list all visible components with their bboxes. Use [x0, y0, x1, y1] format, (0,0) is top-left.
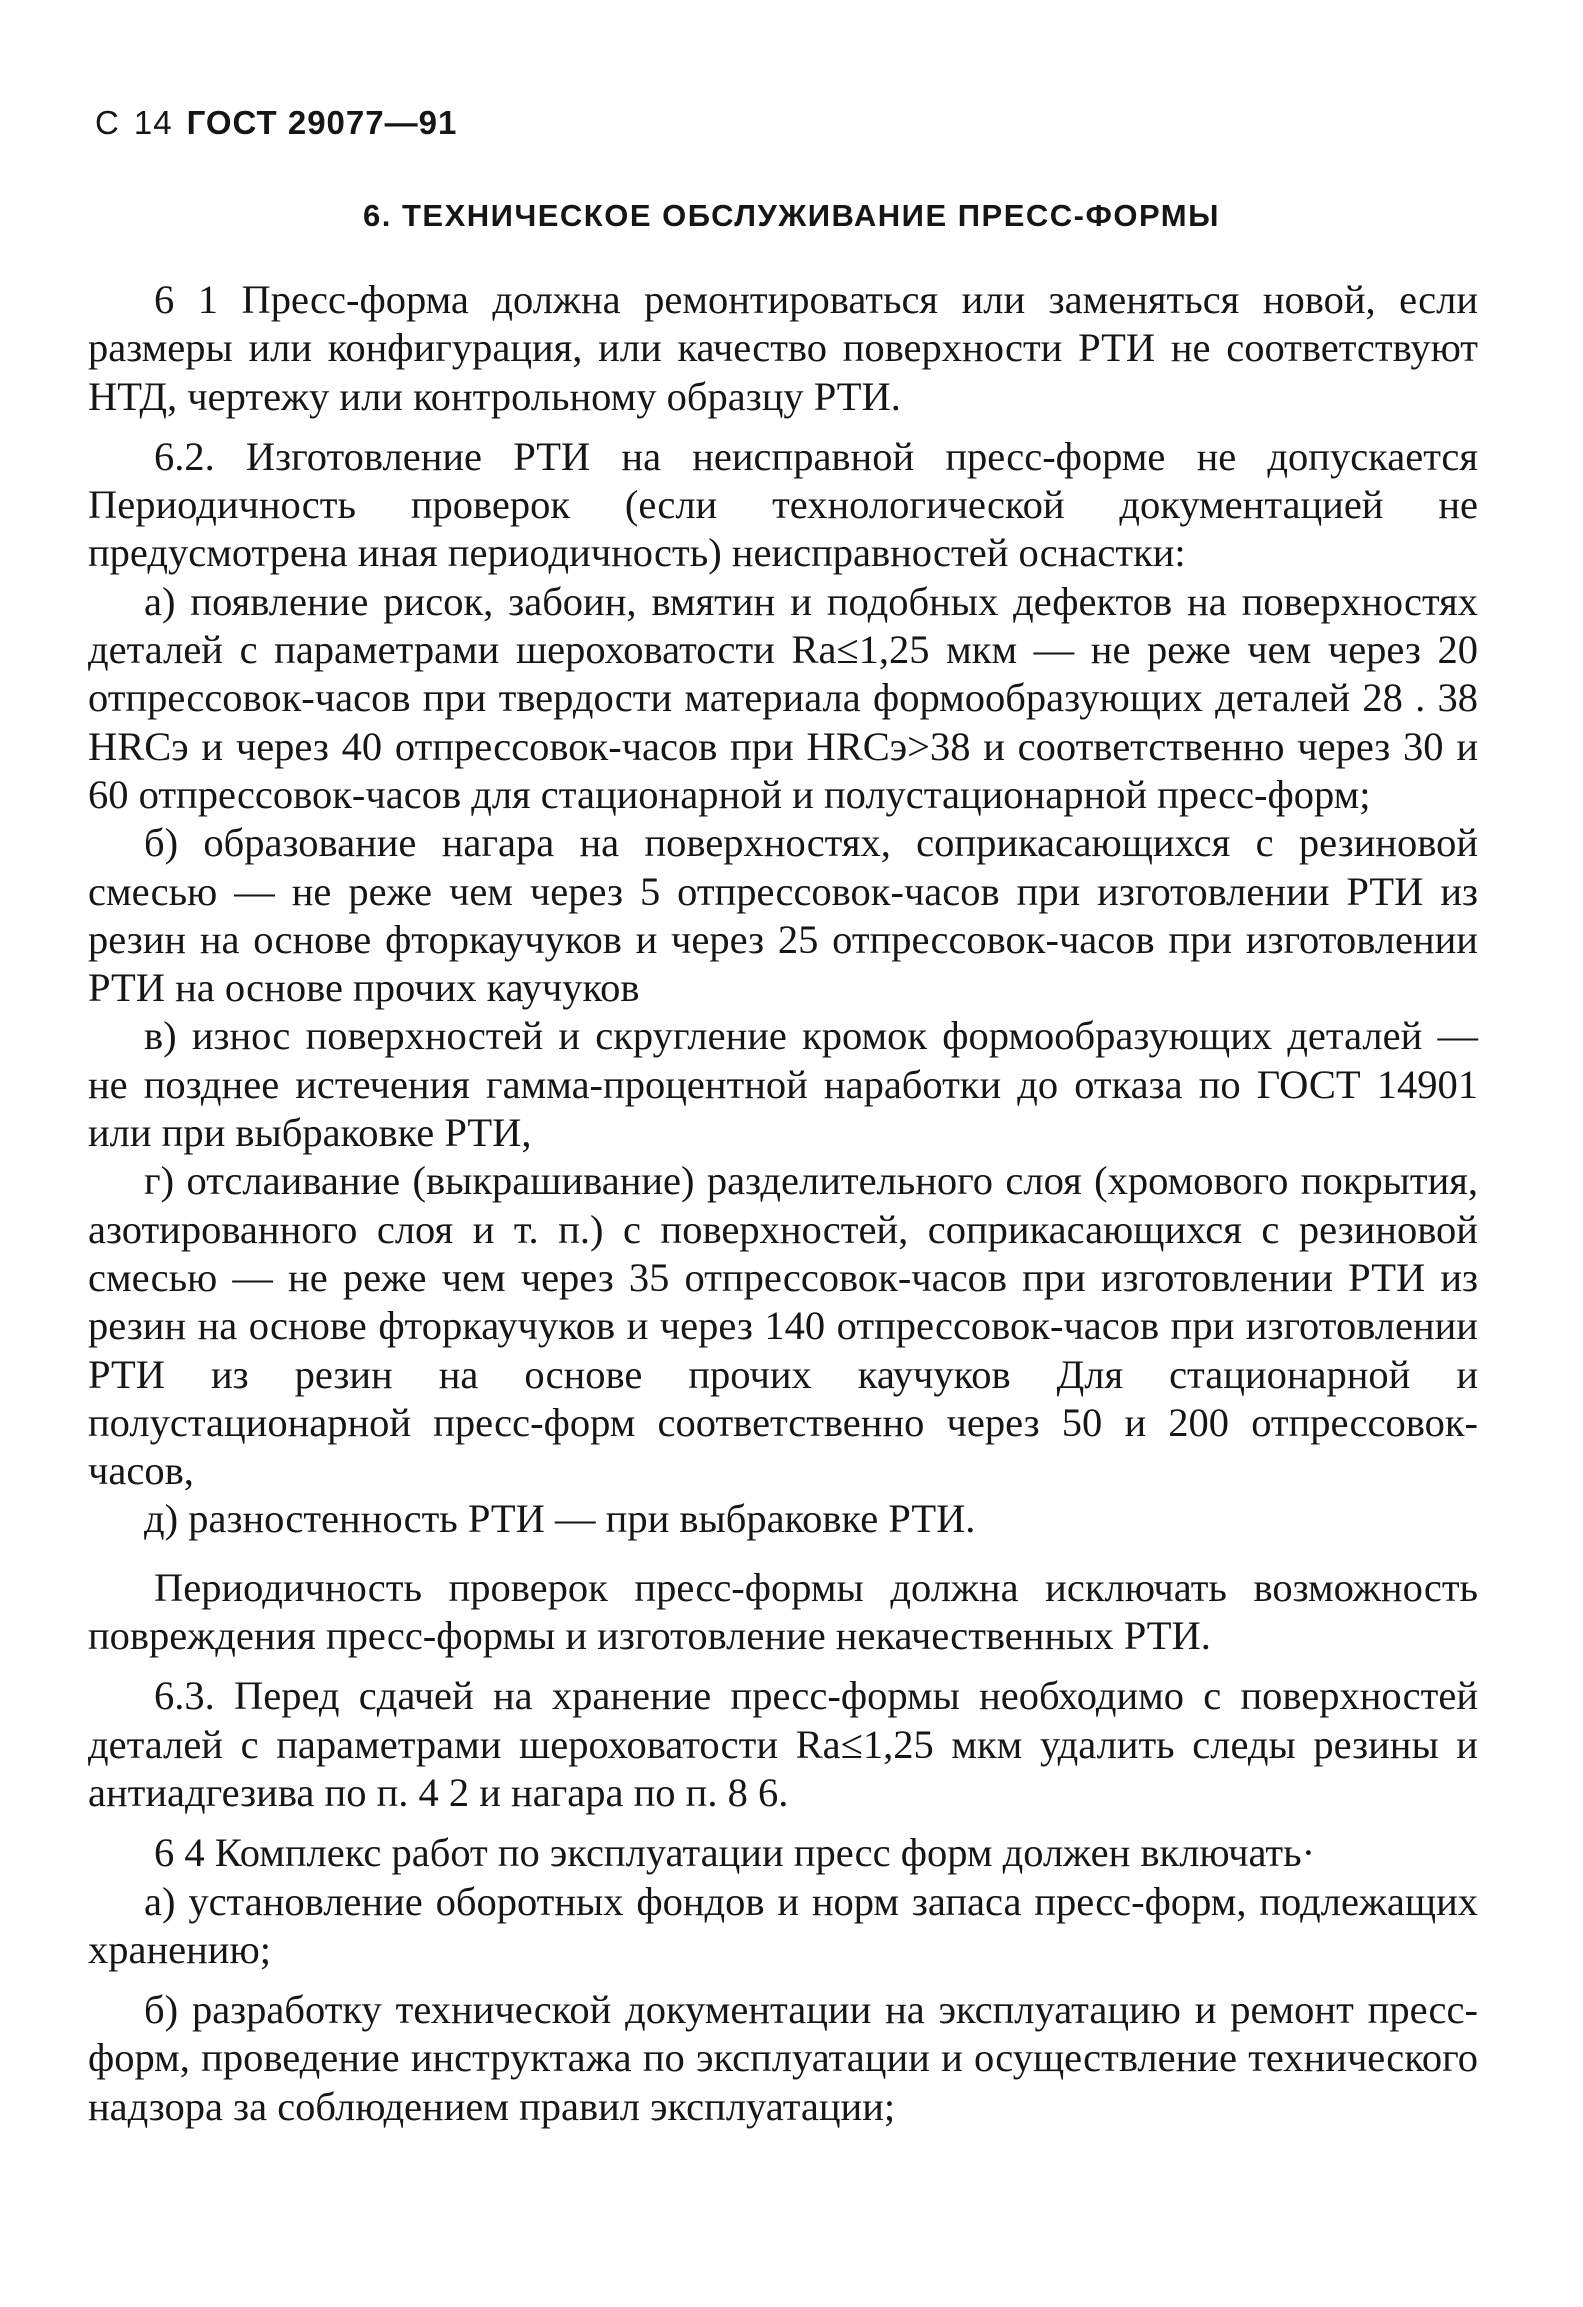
paragraph-6-2-note: Периодичность проверок пресс-формы должна исключать возможность повреждения пресс-формы и изготовление некачественных РТИ.: [88, 1564, 1478, 1659]
page-header: [95, 104, 457, 142]
paragraph-6-2-g: г) отслаивание (выкрашивание) разделительного слоя (хромового покрытия, азотированного слоя и т. п.) с поверхностей, соприкасающихся с резиновой смесью — не реже чем через 35 отпрессовок-часов при изготовлении РТИ из резин на основе фторкаучуков и через 140 отпрессовок-часов при изготовлении РТИ из резин на основе прочих каучуков Для стационарной и полустационарной пресс-форм соответственно через 50 и 200 отпрессовок-часов,: [88, 1158, 1478, 1494]
header-page-number: 14: [133, 104, 173, 141]
paragraph-6-2-v: в) износ поверхностей и скругление кромок формообразующих деталей — не позднее истечения гамма-процентной наработки до отказа по ГОСТ 14901 или при выбраковке РТИ,: [88, 1013, 1478, 1156]
header-letter: С: [95, 104, 120, 141]
paragraph-6-4-a: а) установление оборотных фондов и норм запаса пресс-форм, подлежащих хранению;: [88, 1878, 1478, 1972]
paragraph-6-2-d: д) разностенность РТИ — при выбраковке РТИ.: [144, 1496, 976, 1542]
paragraph-6-1: 6 1 Пресс-форма должна ремонтироваться или заменяться новой, если размеры или конфигурация, или качество поверхности РТИ не соответствуют НТД, чертежу или контрольному образцу РТИ.: [88, 277, 1478, 419]
paragraph-6-4: 6 4 Комплекс работ по эксплуатации пресс форм должен включать·: [154, 1830, 1316, 1876]
paragraph-6-2-b: б) образование нагара на поверхностях, соприкасающихся с резиновой смесью — не реже чем через 5 отпрессовок-часов при изготовлении РТИ из резин на основе фторкаучуков и через 25 отпрессовок-часов при изготовлении РТИ на основе прочих каучуков: [88, 820, 1478, 1011]
header-standard: ГОСТ 29077—91: [186, 104, 458, 141]
section-title: 6. ТЕХНИЧЕСКОЕ ОБСЛУЖИВАНИЕ ПРЕСС-ФОРМЫ: [363, 198, 1220, 233]
paragraph-6-3: 6.3. Перед сдачей на хранение пресс-формы необходимо с поверхностей деталей с параметрами шероховатости Ra≤1,25 мкм удалить следы резины и антиадгезива по п. 4 2 и нагара по п. 8 6.: [88, 1673, 1478, 1815]
paragraph-6-2: 6.2. Изготовление РТИ на неисправной пресс-форме не допускается Периодичность проверок (если технологической документацией не предусмотрена иная периодичность) неисправностей оснастки:: [88, 433, 1478, 576]
document-body: [88, 276, 1478, 2131]
paragraph-6-2-a: а) появление рисок, забоин, вмятин и подобных дефектов на поверхностях деталей с параметрами шероховатости Ra≤1,25 мкм — не реже чем через 20 отпрессовок-часов при твердости материала формообразующих деталей 28 . 38 HRCэ и через 40 отпрессовок-часов при HRCэ>38 и соответственно через 30 и 60 отпрессовок-часов для стационарной и полустационарной пресс-форм;: [88, 578, 1478, 817]
paragraph-6-4-b: б) разработку технической документации на эксплуатацию и ремонт пресс-форм, проведение инструктажа по эксплуатации и осуществление технического надзора за соблюдением правил эксплуатации;: [88, 1987, 1478, 2129]
